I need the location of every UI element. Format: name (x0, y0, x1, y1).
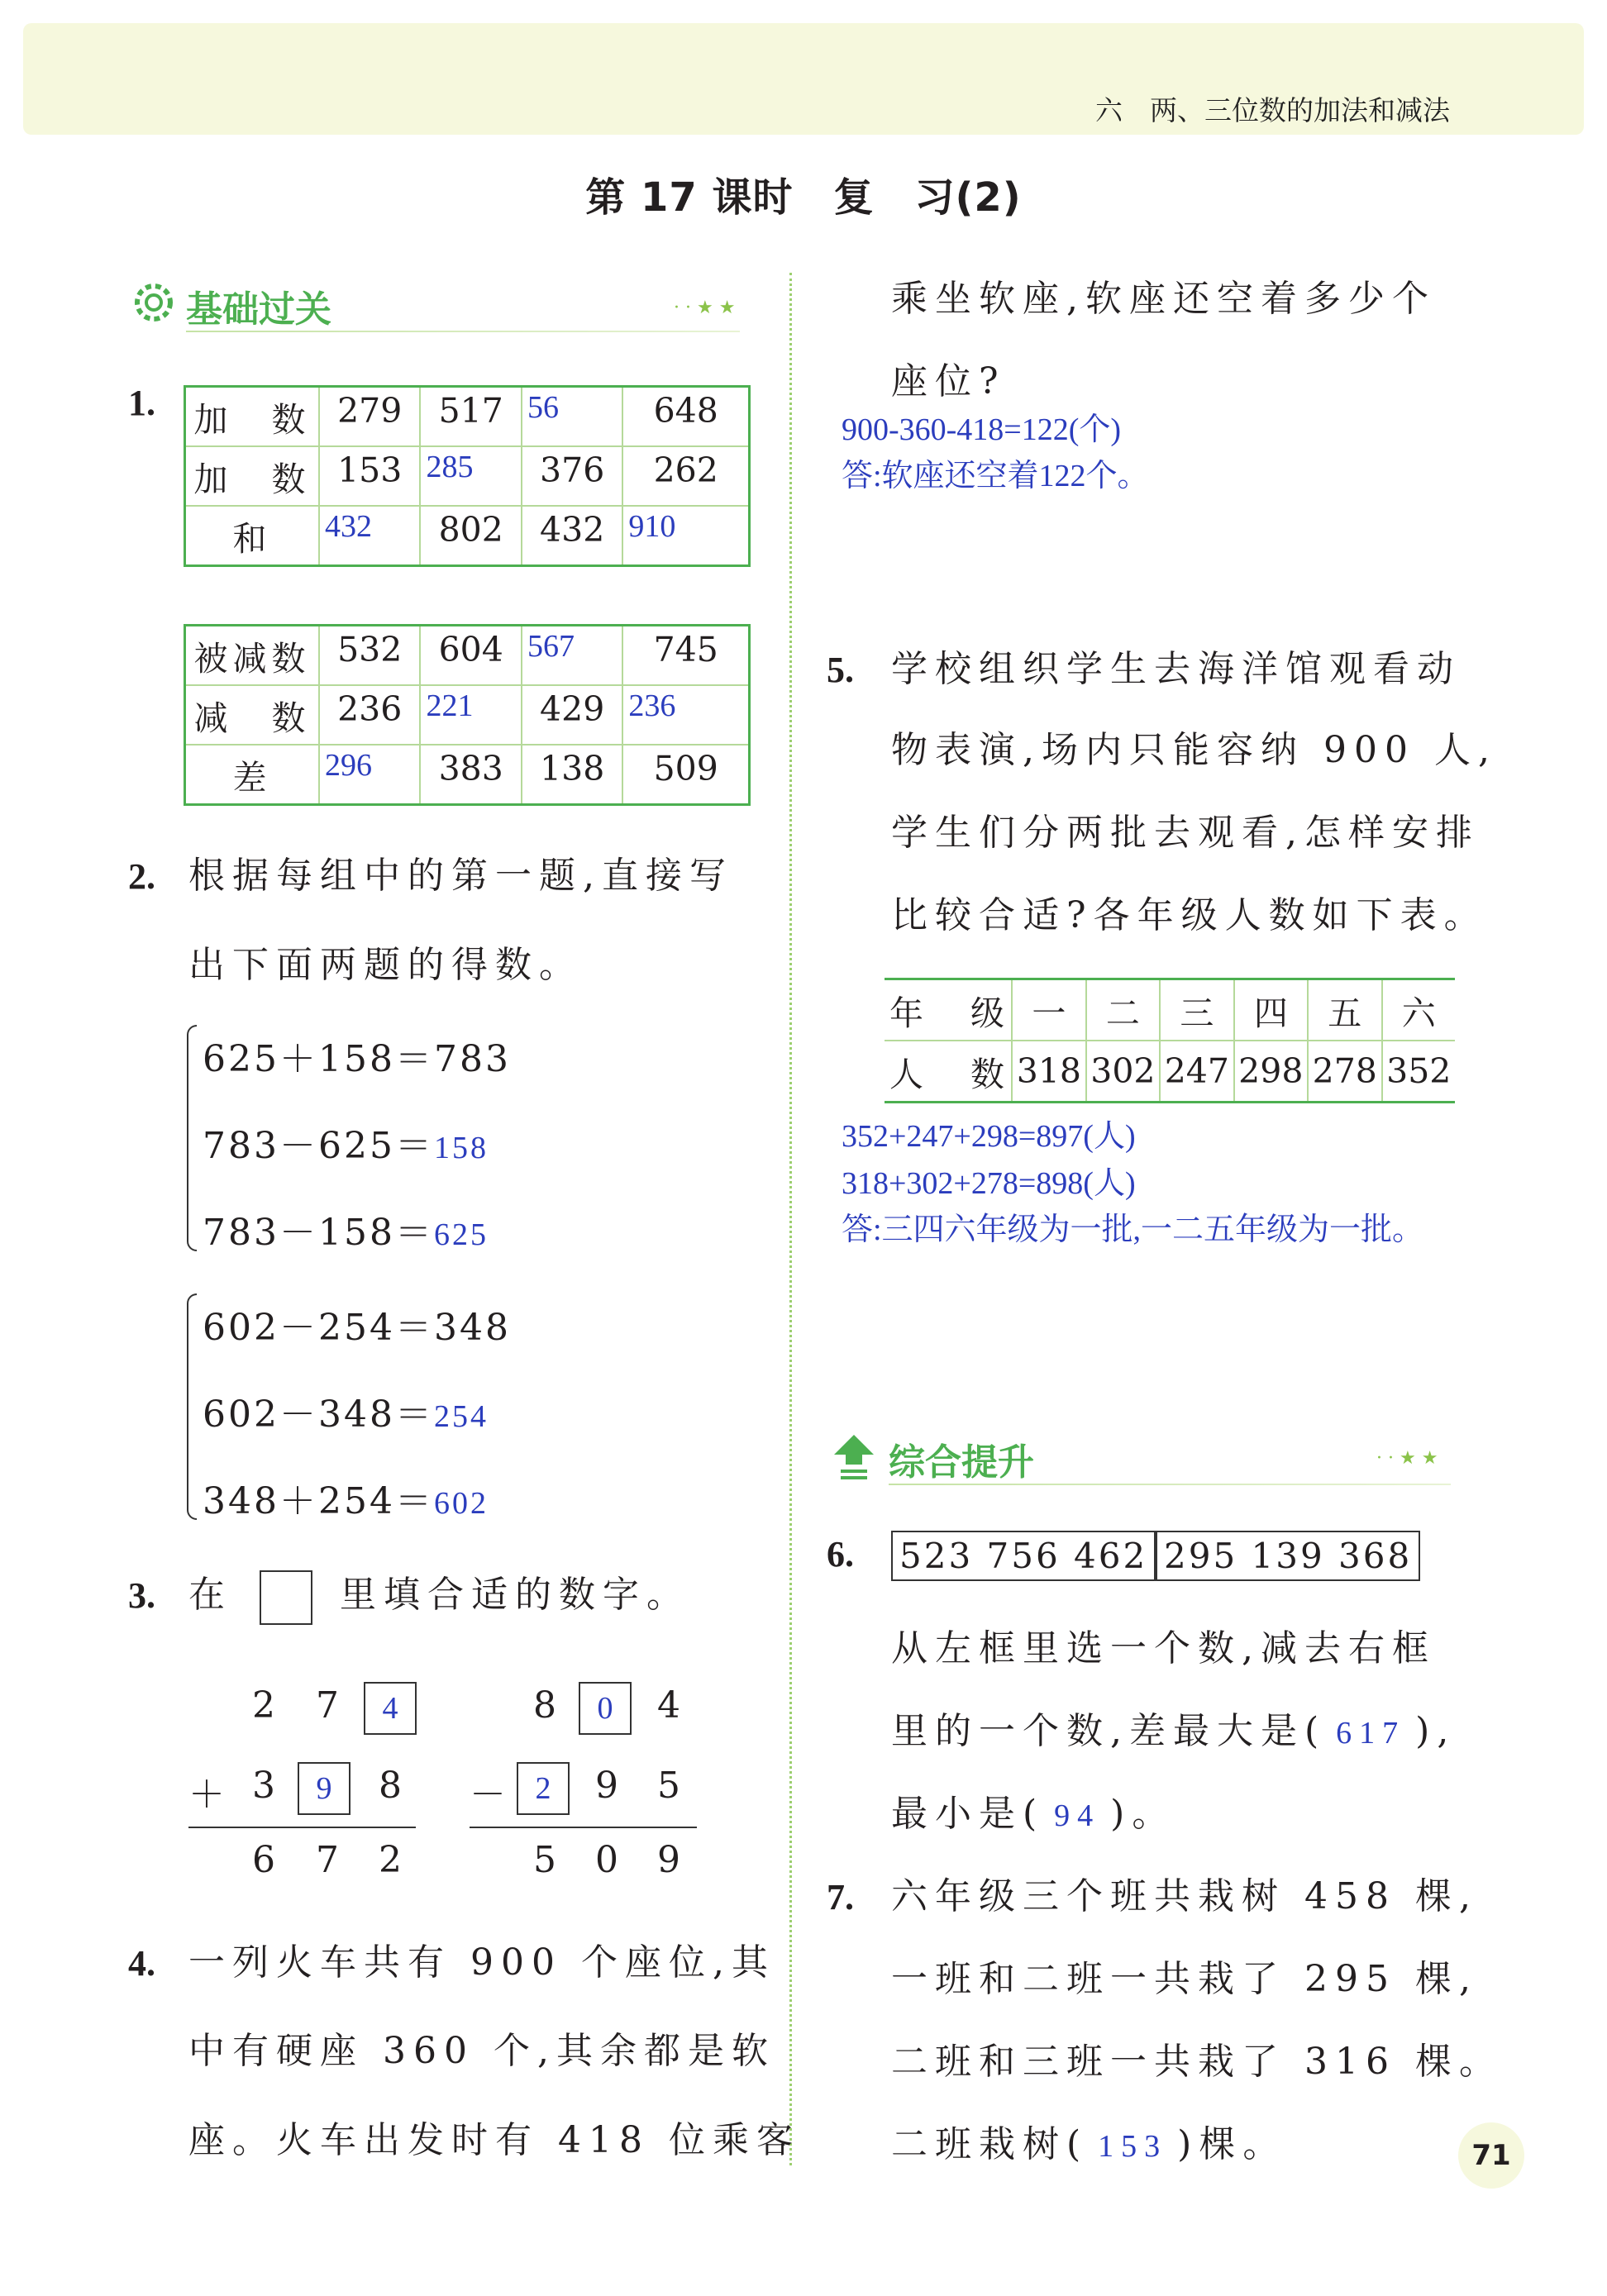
grade-cell: 一 (1012, 979, 1085, 1041)
equation (203, 1471, 489, 1524)
digit: 5 (657, 1765, 680, 1807)
question-text (891, 1773, 1175, 1857)
row-label: 人 数 (885, 1041, 1012, 1103)
grade-cell: 五 (1308, 979, 1381, 1041)
handwritten-answer: 285 (426, 450, 474, 484)
digit: 9 (595, 1765, 618, 1807)
table-row (185, 387, 750, 447)
count-cell: 278 (1308, 1041, 1381, 1103)
cell-value: 648 (653, 391, 718, 431)
row-label: 差 (185, 745, 320, 805)
table-row (885, 979, 1455, 1041)
handwritten-answer: 153 (1098, 2129, 1168, 2164)
handwritten-answer: 910 (628, 509, 676, 544)
table-cell (622, 685, 749, 745)
cell-value: 429 (540, 689, 605, 729)
count-cell: 302 (1086, 1041, 1160, 1103)
answer-box (364, 1682, 417, 1735)
question-number: 1. (128, 383, 155, 423)
digit: 5 (533, 1839, 556, 1881)
row-label: 加 数 (185, 387, 320, 447)
brace-group-1 (187, 1025, 197, 1251)
equation (203, 1116, 489, 1169)
table-cell (522, 446, 622, 506)
cell-value: 262 (653, 450, 718, 490)
table-cell (319, 506, 420, 566)
handwritten-answer: 352+247+298=897(人) (842, 1119, 1136, 1154)
sum-line (188, 1827, 416, 1828)
table-cell (522, 626, 622, 686)
handwritten-answer: 567 (527, 629, 575, 664)
question-text: 从左框里选一个数,减去右框 (891, 1627, 1436, 1670)
table-cell (622, 626, 749, 686)
question-text-part: 里的一个数,差最大是( (891, 1710, 1327, 1752)
cell-value: 509 (653, 749, 718, 788)
difference-line (470, 1827, 697, 1828)
chapter-title: 六 两、三位数的加法和减法 (1095, 94, 1450, 126)
table-cell (522, 745, 622, 805)
question-text-after: 里填合适的数字。 (340, 1574, 690, 1616)
question-text: 二班和三班一共栽了 316 棵。 (891, 2041, 1503, 2083)
question-number: 5. (827, 650, 854, 690)
equation (203, 1298, 511, 1350)
handwritten-answer: 4 (382, 1691, 398, 1726)
digit: 6 (252, 1839, 275, 1881)
cell-value: 517 (438, 391, 503, 431)
cell-value: 383 (438, 749, 503, 788)
question-text (891, 2103, 1286, 2188)
equation-expr: 625＋158＝783 (203, 1038, 511, 1080)
count-cell: 298 (1234, 1041, 1308, 1103)
question-text: 学校组织学生去海洋馆观看动 (891, 648, 1461, 690)
cell-value: 604 (438, 630, 503, 669)
table-row (185, 446, 750, 506)
cell-value: 236 (337, 689, 403, 729)
handwritten-answer: 答:三四六年级为一批,一二五年级为一批。 (842, 1212, 1424, 1247)
table-cell (622, 745, 749, 805)
table-cell (622, 387, 749, 447)
question-text: 学生们分两批去观看,怎样安排 (891, 812, 1480, 854)
handwritten-answer: 625 (433, 1217, 489, 1252)
table-row (885, 1041, 1455, 1103)
row-label: 和 (185, 506, 320, 566)
minus-sign: － (470, 1774, 506, 1816)
question-number: 6. (827, 1534, 854, 1574)
handwritten-answer: 94 (1054, 1798, 1101, 1833)
question-text (891, 1690, 1456, 1774)
digit: 9 (657, 1839, 680, 1881)
count-cell: 318 (1012, 1041, 1085, 1103)
question-text: 根据每组中的第一题,直接写 (188, 855, 733, 897)
cell-value: 153 (337, 450, 403, 490)
handwritten-answer: 158 (433, 1131, 489, 1165)
section-advanced-title: 综合提升 (889, 1441, 1034, 1484)
table-cell (319, 387, 420, 447)
page-number: 71 (1458, 2122, 1524, 2189)
digit: 4 (657, 1684, 680, 1727)
grade-table (885, 978, 1455, 1103)
question-number: 3. (128, 1575, 155, 1616)
question-number: 4. (128, 1943, 155, 1984)
question-text: 乘坐软座,软座还空着多少个 (891, 278, 1436, 320)
digit: 7 (316, 1684, 339, 1727)
digit: 8 (533, 1684, 556, 1727)
answer-box (517, 1762, 570, 1815)
brace-group-2 (187, 1293, 197, 1520)
digit: 2 (379, 1839, 402, 1881)
table-row (185, 626, 750, 686)
handwritten-answer: 900-360-418=122(个) (842, 412, 1122, 447)
table-cell (319, 685, 420, 745)
handwritten-answer: 602 (433, 1486, 489, 1521)
table-cell (522, 387, 622, 447)
row-label: 减 数 (185, 685, 320, 745)
count-cell: 247 (1160, 1041, 1233, 1103)
equation-expr: 348＋254＝ (203, 1480, 434, 1522)
question-text: 物表演,场内只能容纳 900 人, (891, 729, 1497, 771)
handwritten-answer: 617 (1336, 1716, 1406, 1751)
grade-cell: 二 (1086, 979, 1160, 1041)
question-text-part: 最小是( (891, 1793, 1045, 1835)
digit: 8 (379, 1765, 402, 1807)
question-text: 一班和二班一共栽了 295 棵, (891, 1958, 1478, 2000)
table-cell (420, 685, 521, 745)
handwritten-answer: 2 (535, 1771, 551, 1806)
table-cell (319, 626, 420, 686)
cell-value: 279 (337, 391, 403, 431)
handwritten-answer: 56 (527, 390, 559, 425)
plus-sign: ＋ (188, 1774, 225, 1816)
equation (203, 1029, 511, 1082)
equation (203, 1384, 489, 1437)
cell-value: 532 (337, 630, 403, 669)
question-text: 中有硬座 360 个,其余都是软 (188, 2030, 775, 2072)
cell-value: 432 (540, 510, 605, 550)
digit: 0 (595, 1839, 618, 1881)
question-text-part: )棵。 (1177, 2123, 1287, 2165)
table-cell (319, 446, 420, 506)
question-text-before: 在 (188, 1574, 232, 1616)
section-basic-underline (186, 331, 740, 332)
answer-box (298, 1762, 350, 1815)
question-text-part: )。 (1110, 1793, 1176, 1835)
table-cell (420, 745, 521, 805)
table-cell (622, 506, 749, 566)
equation-expr: 783－158＝ (203, 1212, 434, 1254)
lesson-title: 第 17 课时 复 习(2) (585, 174, 1022, 221)
table-row (185, 506, 750, 566)
handwritten-answer: 296 (325, 748, 372, 783)
right-number-box: 295 139 368 (1156, 1531, 1420, 1581)
grade-cell: 六 (1382, 979, 1455, 1041)
question-text: 六年级三个班共栽树 458 棵, (891, 1875, 1478, 1917)
question-number: 7. (827, 1877, 854, 1917)
cell-value: 745 (653, 630, 718, 669)
row-label: 年 级 (885, 979, 1012, 1041)
row-label: 被减数 (185, 626, 320, 686)
grade-cell: 三 (1160, 979, 1233, 1041)
section-basic-title: 基础过关 (186, 288, 331, 331)
table-cell (420, 446, 521, 506)
column-divider (789, 273, 792, 2165)
digit: 2 (252, 1684, 275, 1727)
handwritten-answer: 236 (628, 688, 676, 723)
question-text: 比较合适?各年级人数如下表。 (891, 894, 1488, 936)
handwritten-answer: 432 (325, 509, 372, 544)
addition-table (184, 385, 751, 567)
question-text: 座。火车出发时有 418 位乘客 (188, 2119, 800, 2161)
question-text: 座位? (891, 360, 1006, 403)
gear-icon (131, 279, 177, 329)
question-text (188, 1554, 690, 1636)
grade-cell: 四 (1234, 979, 1308, 1041)
cell-value: 138 (540, 749, 605, 788)
equation (203, 1203, 489, 1255)
equation-expr: 602－254＝348 (203, 1307, 511, 1349)
answer-box (579, 1682, 632, 1735)
question-text: 出下面两题的得数。 (188, 944, 583, 986)
question-text: 一列火车共有 900 个座位,其 (188, 1941, 775, 1984)
equation-expr: 783－625＝ (203, 1125, 434, 1167)
equation-expr: 602－348＝ (203, 1393, 434, 1436)
table-cell (319, 745, 420, 805)
handwritten-answer: 9 (316, 1771, 332, 1806)
handwritten-answer: 221 (426, 688, 474, 723)
digit: 3 (252, 1765, 275, 1807)
handwritten-answer: 0 (597, 1691, 613, 1726)
cell-value: 802 (438, 510, 503, 550)
section-advanced-underline (889, 1484, 1451, 1485)
subtraction-table (184, 624, 751, 806)
left-number-box: 523 756 462 (891, 1531, 1156, 1581)
table-cell (522, 506, 622, 566)
table-cell (420, 387, 521, 447)
table-row (185, 685, 750, 745)
question-text-part: ), (1415, 1710, 1457, 1752)
count-cell: 352 (1382, 1041, 1455, 1103)
table-row (185, 745, 750, 805)
question-text-part: 二班栽树( (891, 2123, 1089, 2165)
table-cell (420, 626, 521, 686)
handwritten-answer: 答:软座还空着122个。 (842, 459, 1149, 493)
growth-arrow-icon (831, 1431, 877, 1484)
blank-box (260, 1570, 312, 1625)
handwritten-answer: 318+302+278=898(人) (842, 1166, 1136, 1201)
table-cell (420, 506, 521, 566)
cell-value: 376 (540, 450, 605, 490)
handwritten-answer: 254 (433, 1399, 489, 1434)
table-cell (622, 446, 749, 506)
digit: 7 (316, 1839, 339, 1881)
question-number: 2. (128, 856, 155, 897)
row-label: 加 数 (185, 446, 320, 506)
stars-decoration-icon: · · ★ ★ (674, 298, 736, 318)
table-cell (522, 685, 622, 745)
stars-decoration-icon: · · ★ ★ (1376, 1448, 1438, 1469)
